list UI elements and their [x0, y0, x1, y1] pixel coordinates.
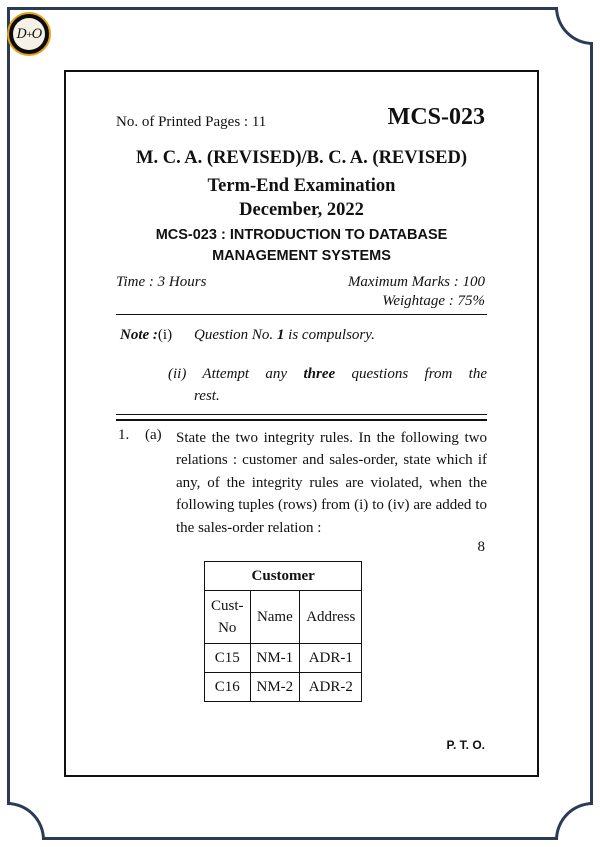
table-cell: C15 — [205, 644, 251, 673]
weightage: Weightage : 75% — [382, 293, 485, 309]
question-text: State the two integrity rules. In the following two relations : customer and sales-order, state which if any, of the integrity rules are violated, when the following tuples (rows) from (i) to (iv) are added to the sales-order relation : — [176, 430, 487, 536]
column-header-name: Name — [250, 591, 300, 644]
note-i-text: Question No. 1 is compulsory. — [194, 327, 375, 343]
table-title: Customer — [205, 562, 362, 591]
printed-pages: No. of Printed Pages : 11 — [116, 114, 267, 130]
table-row — [205, 644, 362, 673]
note-ii-text: (ii) Attempt any three questions from the — [168, 366, 487, 382]
note-label: Note :(i) — [120, 327, 173, 343]
column-header-cust-no: Cust- No — [205, 591, 251, 644]
question-marks: 8 — [477, 539, 485, 555]
please-turn-over: P. T. O. — [446, 738, 485, 752]
subject-title — [66, 225, 537, 267]
logo-icon — [7, 12, 51, 56]
exam-title: Term-End Examination — [207, 176, 396, 196]
exam-date: December, 2022 — [239, 200, 364, 220]
table-cell: C16 — [205, 673, 251, 702]
customer-table — [204, 561, 362, 702]
time-allowed: Time : 3 Hours — [116, 274, 207, 290]
note-ii-rest: rest. — [194, 388, 220, 404]
divider — [116, 314, 487, 315]
exam-paper — [64, 70, 539, 777]
subject-line-2: MANAGEMENT SYSTEMS — [212, 248, 391, 264]
subject-line-1: MCS-023 : INTRODUCTION TO DATABASE — [155, 227, 448, 243]
column-header-address: Address — [300, 591, 362, 644]
programme-title: M. C. A. (REVISED)/B. C. A. (REVISED) — [136, 148, 467, 168]
table-cell: ADR-2 — [300, 673, 362, 702]
frame-corner-top-right — [555, 7, 593, 45]
course-code: MCS-023 — [387, 104, 485, 130]
divider — [116, 414, 487, 415]
table-row — [205, 673, 362, 702]
table-cell: NM-1 — [250, 644, 300, 673]
logo-mark: D + O — [13, 18, 45, 50]
frame-corner-bottom-left — [7, 802, 45, 840]
question-number: 1. — [118, 427, 130, 443]
frame-corner-bottom-right — [555, 802, 593, 840]
table-cell: NM-2 — [250, 673, 300, 702]
divider-thick — [116, 419, 487, 421]
maximum-marks: Maximum Marks : 100 — [347, 274, 485, 290]
question-part: (a) — [145, 427, 162, 443]
table-cell: ADR-1 — [300, 644, 362, 673]
